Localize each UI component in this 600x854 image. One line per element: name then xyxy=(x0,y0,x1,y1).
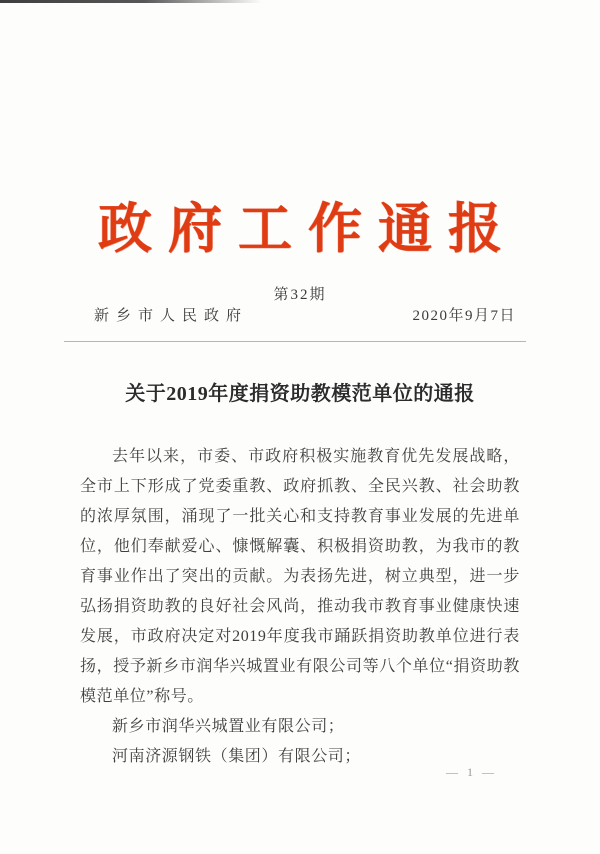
page-number: — 1 — xyxy=(446,765,497,779)
scan-edge-artifact xyxy=(0,0,262,3)
honoree-list-item: 新乡市润华兴城置业有限公司； xyxy=(112,718,345,735)
issue-number: 第32期 xyxy=(273,287,327,303)
red-divider-line xyxy=(64,341,526,342)
body-paragraph: 去年以来，市委、市政府积极实施教育优先发展战略，全市上下形成了党委重教、政府抓教、全民兴教、社会助教的浓厚氛围，涌现了一批关心和支持教育事业发展的先进单位，他们奉献爱心、慷慨解囊、积极捐资助教，为我市的教育事业作出了突出的贡献。为表扬先进，树立典型，进一步弘扬捐资助教的良好社会风尚，推动我市教育事业健康快速发展，市政府决定对2019年度我市踊跃捐资助教单位进行表扬，授予新乡市润华兴城置业有限公司等八个单位“捐资助教模范单位”称号。 xyxy=(80,448,520,705)
honoree-list-item: 河南济源钢铁（集团）有限公司； xyxy=(112,748,362,765)
publish-date: 2020年9月7日 xyxy=(412,308,516,324)
masthead-title: 政府工作通报 xyxy=(98,199,518,259)
publisher-name: 新乡市人民政府 xyxy=(94,308,249,324)
document-title: 关于2019年度捐资助教模范单位的通报 xyxy=(125,383,475,405)
publication-info-row xyxy=(94,304,516,325)
document-body xyxy=(80,442,520,772)
